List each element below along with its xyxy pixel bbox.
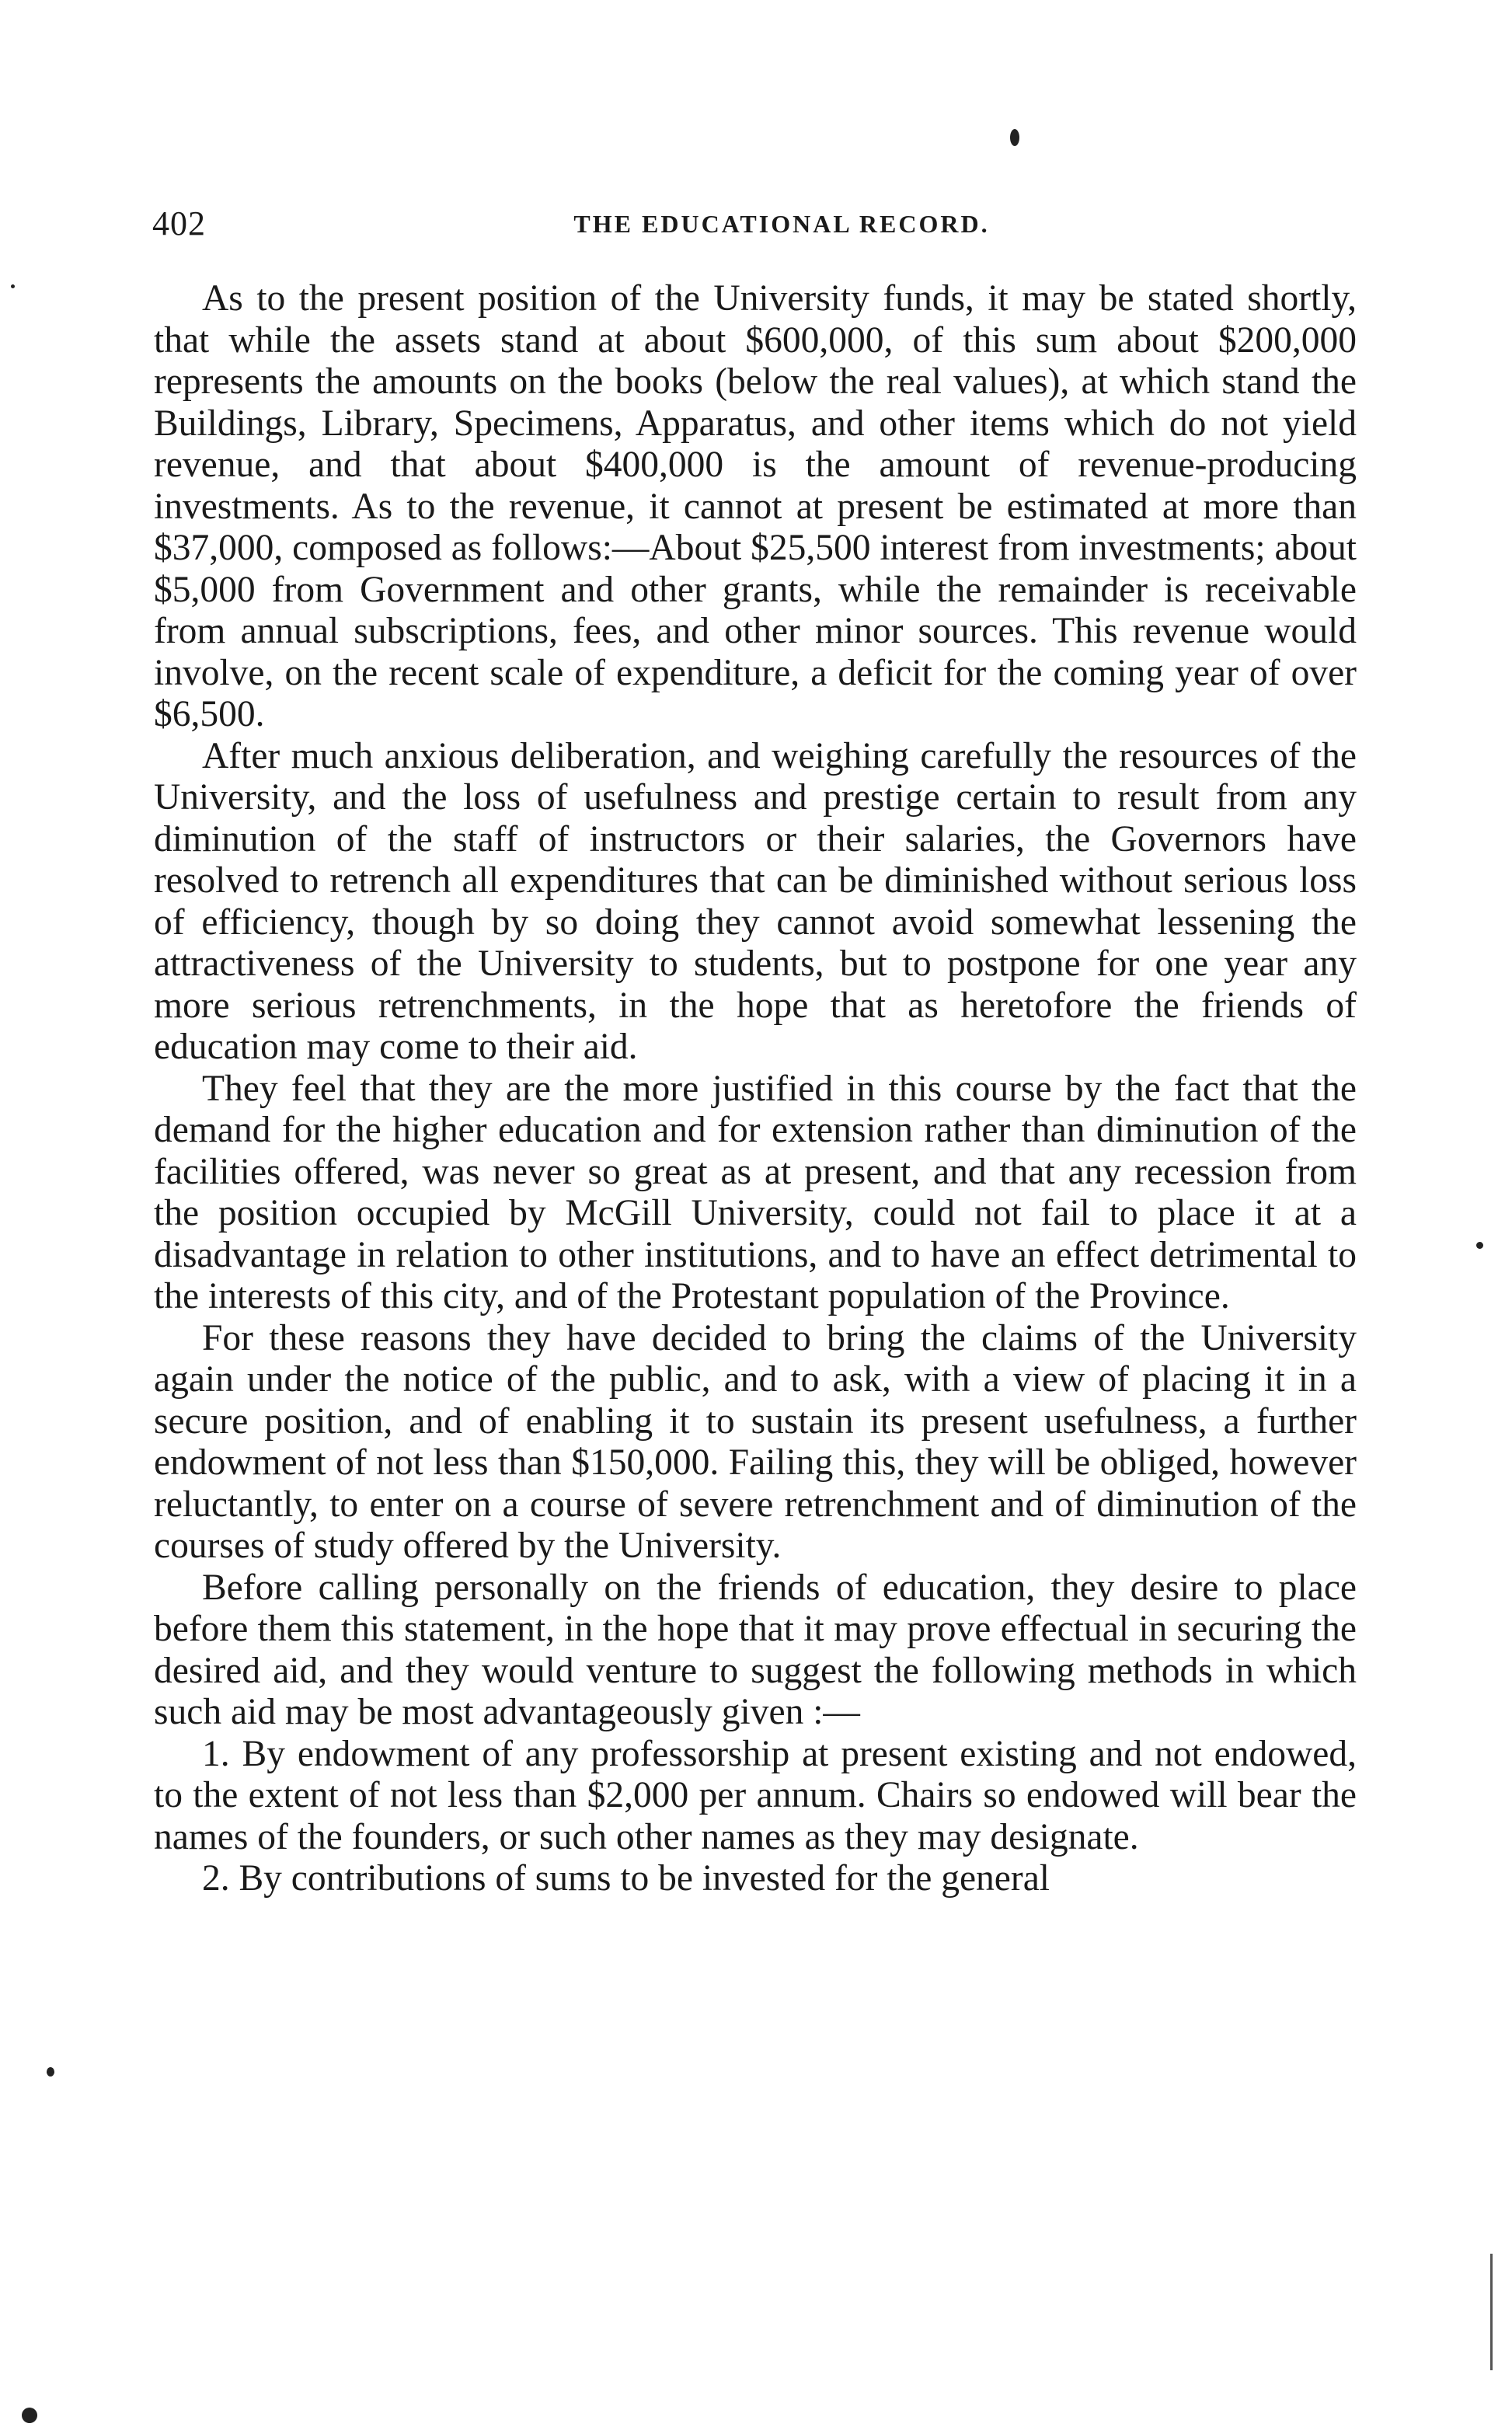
scan-edge-line [1490, 2254, 1493, 2370]
paragraph: For these reasons they have decided to bring the claims of the University again under the notice of the public, and to ask, with a view of placing it in a secure position, and of enabling it to sustain its present usefulness, a further endowment of not less than $150,000. Failing this, they will be obliged, however reluctantly, to enter on a course of severe retrenchment and of diminution of the courses of study offered by the University. [154, 1317, 1357, 1566]
paragraph: Before calling personally on the friends of education, they desire to place before them this statement, in the hope that it may prove effectual in securing the desired aid, and they would venture to suggest the following methods in which such aid may be most advantageously given :— [154, 1567, 1357, 1732]
running-head: THE EDUCATIONAL RECORD. [573, 210, 990, 238]
list-item: 1. By endowment of any professorship at present existing and not endowed, to the extent of not less than $2,000 per annum. Chairs so endowed will bear the names of the founders, or such other names as they may designate. [154, 1733, 1357, 1857]
list-item: 2. By contributions of sums to be invested for the general [202, 1858, 1050, 1899]
paragraph: They feel that they are the more justified in this course by the fact that the demand for the higher education and for extension rather than diminution of the facilities offered, was never so great as at present, and that any recession from the position occupied by McGill University, could not fail to place it at a disadvantage in relation to other institutions, and to have an effect detrimental to the interests of this city, and of the Protestant population of the Province. [154, 1068, 1357, 1316]
paragraph: As to the present position of the University funds, it may be stated shortly, that while the assets stand at about $600,000, of this sum about $200,000 represents the amounts on the books (below the real values), at which stand the Buildings, Library, Specimens, Apparatus, and other items which do not yield revenue, and that about $400,000 is the amount of revenue-producing investments. As to the revenue, it cannot at present be estimated at more than $37,000, composed as follows:—About $25,500 interest from investments; about $5,000 from Government and other grants, while the remainder is receivable from annual subscriptions, fees, and other minor sources. This revenue would involve, on the recent scale of expenditure, a deficit for the coming year of over $6,500. [154, 278, 1357, 734]
scan-speck [1010, 129, 1019, 146]
body-text [154, 278, 1357, 1900]
scan-speck [11, 284, 15, 288]
scan-speck [22, 2408, 37, 2423]
scan-speck [47, 2067, 54, 2077]
scan-speck [1476, 1242, 1483, 1249]
paragraph: After much anxious deliberation, and weighing carefully the resources of the University, and the loss of usefulness and prestige certain to result from any diminution of the staff of instructors or their salaries, the Governors have resolved to retrench all expenditures that can be diminished without serious loss of efficiency, though by so doing they cannot avoid somewhat lessening the attractiveness of the University to students, but to postpone for one year any more serious retrenchments, in the hope that as heretofore the friends of education may come to their aid. [154, 735, 1357, 1067]
page-header [152, 204, 1364, 250]
page-number: 402 [152, 204, 206, 242]
